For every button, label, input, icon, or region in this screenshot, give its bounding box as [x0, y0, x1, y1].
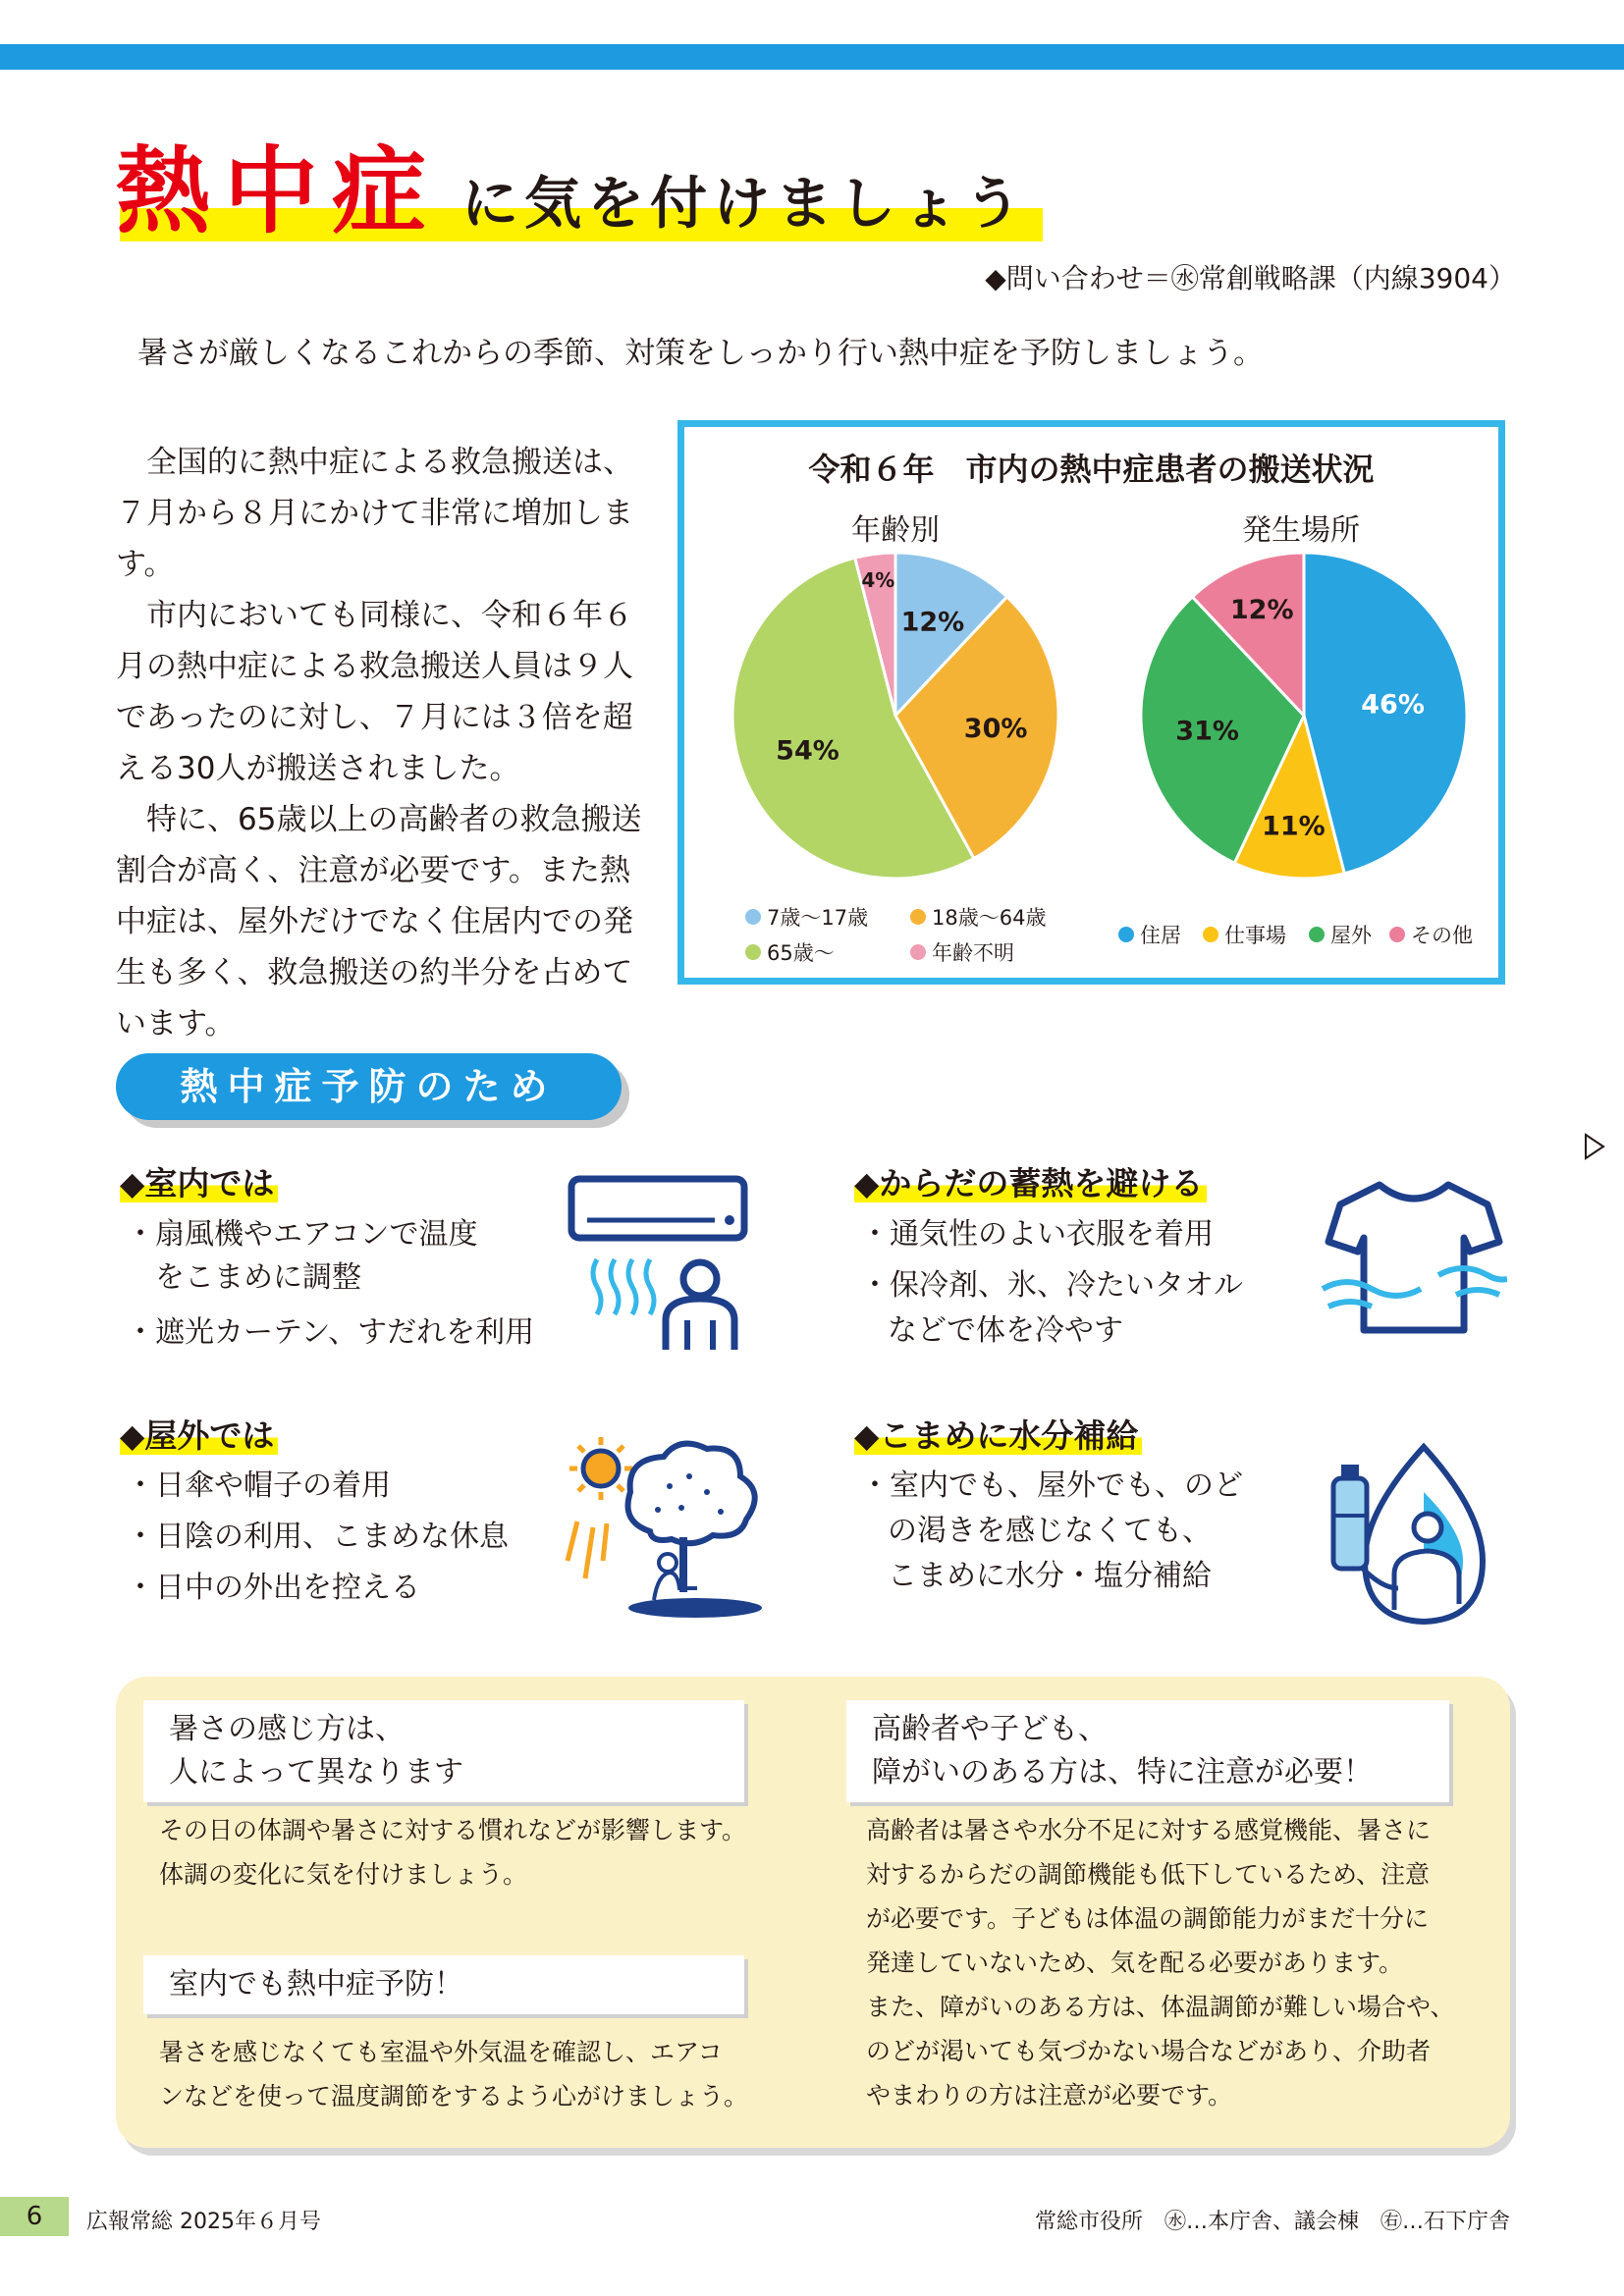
- note-heading-sensation: [143, 1700, 744, 1802]
- legend-item: [1309, 920, 1372, 949]
- sun-tree-shade-icon: [560, 1433, 766, 1620]
- pie-place: [1141, 553, 1467, 879]
- note-text-line: 発達していないため、気を配る必要があります。: [866, 1949, 1404, 1977]
- pie-slice-label: 12%: [900, 607, 965, 638]
- legend-item: [1389, 920, 1473, 949]
- legend-label: 65歳～: [767, 941, 835, 965]
- air-conditioner-icon: [568, 1173, 754, 1360]
- chart-panel-title: 令和６年 市内の熱中症患者の搬送状況: [808, 451, 1375, 488]
- note-heading-line: 人によって異なります: [169, 1755, 463, 1789]
- note-text-indoor: [159, 2030, 748, 2118]
- legend-item: [1203, 920, 1286, 949]
- note-heading-line: 暑さの感じ方は、: [169, 1712, 405, 1746]
- pie-slice-label: 54%: [776, 735, 839, 767]
- page-title-main: 熱中症: [116, 136, 440, 246]
- note-heading-line: 障がいのある方は、特に注意が必要！: [872, 1755, 1373, 1789]
- note-heading-line: 室内でも熱中症予防！: [169, 1967, 463, 2002]
- legend-dot: [1389, 927, 1405, 942]
- legend-dot: [1309, 927, 1325, 942]
- footer-office-info: 常総市役所 ㊌…本庁舎、議会棟 ㊨…石下庁舎: [1034, 2210, 1510, 2234]
- note-heading-line: 高齢者や子ども、: [872, 1712, 1108, 1746]
- note-text-line: ンなどを使って温度調節をするよう心がけましょう。: [159, 2082, 749, 2110]
- body-heat-item: ・通気性のよい衣服を着用: [860, 1217, 1214, 1252]
- lead-paragraph-1: 全国的に熱中症による救急搬送は、７月から８月にかけて非常に増加します。: [116, 445, 633, 582]
- water-heading: [854, 1411, 1142, 1457]
- legend-item: [1118, 920, 1181, 949]
- pie-slice-label: 4%: [861, 568, 895, 593]
- legend-label: 仕事場: [1224, 924, 1286, 947]
- top-accent-bar: [0, 44, 1624, 70]
- body-heat-heading-text: ◆からだの蓄熱を避ける: [854, 1164, 1207, 1202]
- lead-paragraph-2: 市内においても同様に、令和６年６月の熱中症による救急搬送人員は９人であったのに対し、７月には３倍を超える30人が搬送されました。: [116, 598, 633, 786]
- pie-slice-label: 31%: [1175, 716, 1239, 747]
- indoor-heading: [120, 1158, 278, 1204]
- next-page-arrow-icon[interactable]: [1583, 1132, 1606, 1161]
- outdoor-item: ・日傘や帽子の着用: [126, 1468, 391, 1503]
- water-item: の渇きを感じなくても、: [888, 1514, 1212, 1548]
- legend-label: 年齢不明: [932, 941, 1014, 965]
- indoor-item: をこまめに調整: [155, 1260, 361, 1295]
- legend-dot: [910, 909, 926, 925]
- lead-text: [116, 437, 646, 1049]
- legend-item: [910, 937, 1014, 967]
- note-text-line: 対するからだの調節機能も低下しているため、注意: [866, 1860, 1431, 1889]
- note-heading-elderly: [846, 1700, 1449, 1802]
- outdoor-item: ・日中の外出を控える: [126, 1571, 420, 1605]
- lead-paragraph-3: 特に、65歳以上の高齢者の救急搬送割合が高く、注意が必要です。また熱中症は、屋外だけでなく住居内での発生も多く、救急搬送の約半分を占めています。: [116, 802, 642, 1041]
- publication-name: 広報常総 2025年６月号: [86, 2210, 321, 2234]
- legend-label: その他: [1411, 924, 1473, 947]
- note-text-line: 体調の変化に気を付けましょう。: [159, 1860, 528, 1889]
- chart-panel: [677, 420, 1505, 985]
- note-heading-indoor: [143, 1955, 744, 2014]
- legend-item: [910, 902, 1046, 932]
- outdoor-heading-text: ◆屋外では: [120, 1416, 278, 1455]
- legend-label: 7歳～17歳: [767, 906, 869, 930]
- note-text-elderly: [866, 1808, 1455, 2117]
- note-text-line: また、障がいのある方は、体温調節が難しい場合や、: [866, 1993, 1455, 2021]
- pie-age-title: 年齢別: [851, 513, 940, 548]
- legend-label: 屋外: [1330, 924, 1372, 947]
- water-heading-text: ◆こまめに水分補給: [854, 1416, 1142, 1455]
- intro-text: 暑さが厳しくなるこれからの季節、対策をしっかり行い熱中症を予防しましょう。: [137, 336, 1264, 371]
- prevention-heading: 熱中症予防のため: [180, 1065, 558, 1108]
- prevention-heading-pill: [116, 1053, 622, 1120]
- outdoor-item: ・日陰の利用、こまめな休息: [126, 1520, 509, 1554]
- pie-slice-label: 11%: [1262, 811, 1326, 842]
- page-number: 6: [0, 2197, 69, 2236]
- note-text-line: 暑さを感じなくても室温や外気温を確認し、エアコ: [159, 2038, 723, 2066]
- note-text-line: が必要です。子どもは体温の調節能力がまだ十分に: [866, 1904, 1430, 1933]
- note-text-sensation: [159, 1808, 746, 1896]
- pie-age: [732, 553, 1058, 879]
- legend-label: 18歳～64歳: [932, 906, 1047, 930]
- legend-item: [745, 902, 868, 932]
- legend-dot: [1203, 927, 1218, 942]
- body-heat-heading: [854, 1158, 1207, 1204]
- legend-item: [745, 937, 835, 967]
- water-item: ・室内でも、屋外でも、のど: [860, 1468, 1243, 1503]
- pie-slice-label: 46%: [1361, 689, 1425, 721]
- water-drop-bottle-icon: [1326, 1443, 1492, 1629]
- outdoor-heading: [120, 1411, 278, 1457]
- note-text-line: のどが渇いても気づかない場合などがあり、介助者: [866, 2037, 1432, 2065]
- note-text-line: 高齢者は暑さや水分不足に対する感覚機能、暑さに: [866, 1816, 1432, 1844]
- legend-dot: [1118, 927, 1134, 942]
- pie-slice-label: 30%: [963, 713, 1028, 744]
- body-heat-item: などで体を冷やす: [888, 1313, 1123, 1348]
- water-item: こまめに水分・塩分補給: [888, 1559, 1212, 1593]
- pie-charts: [684, 427, 1498, 978]
- body-heat-item: ・保冷剤、氷、冷たいタオル: [860, 1268, 1243, 1303]
- note-text-line: その日の体調や暑さに対する慣れなどが影響します。: [159, 1816, 747, 1844]
- indoor-item: ・扇風機やエアコンで温度: [126, 1217, 478, 1252]
- legend-dot: [745, 944, 761, 960]
- legend-dot: [745, 909, 761, 925]
- tshirt-icon: [1321, 1173, 1507, 1340]
- indoor-heading-text: ◆室内では: [120, 1164, 278, 1202]
- indoor-item: ・遮光カーテン、すだれを利用: [126, 1315, 535, 1350]
- legend-dot: [910, 944, 926, 960]
- legend-label: 住居: [1140, 924, 1181, 947]
- pie-place-title: 発生場所: [1242, 513, 1360, 548]
- contact-info: ◆問い合わせ＝㊌常創戦略課（内線3904）: [985, 262, 1516, 294]
- note-text-line: やまわりの方は注意が必要です。: [866, 2081, 1233, 2109]
- pie-slice-label: 12%: [1229, 594, 1294, 625]
- page-title-sub: に気を付けましょう: [461, 170, 1028, 237]
